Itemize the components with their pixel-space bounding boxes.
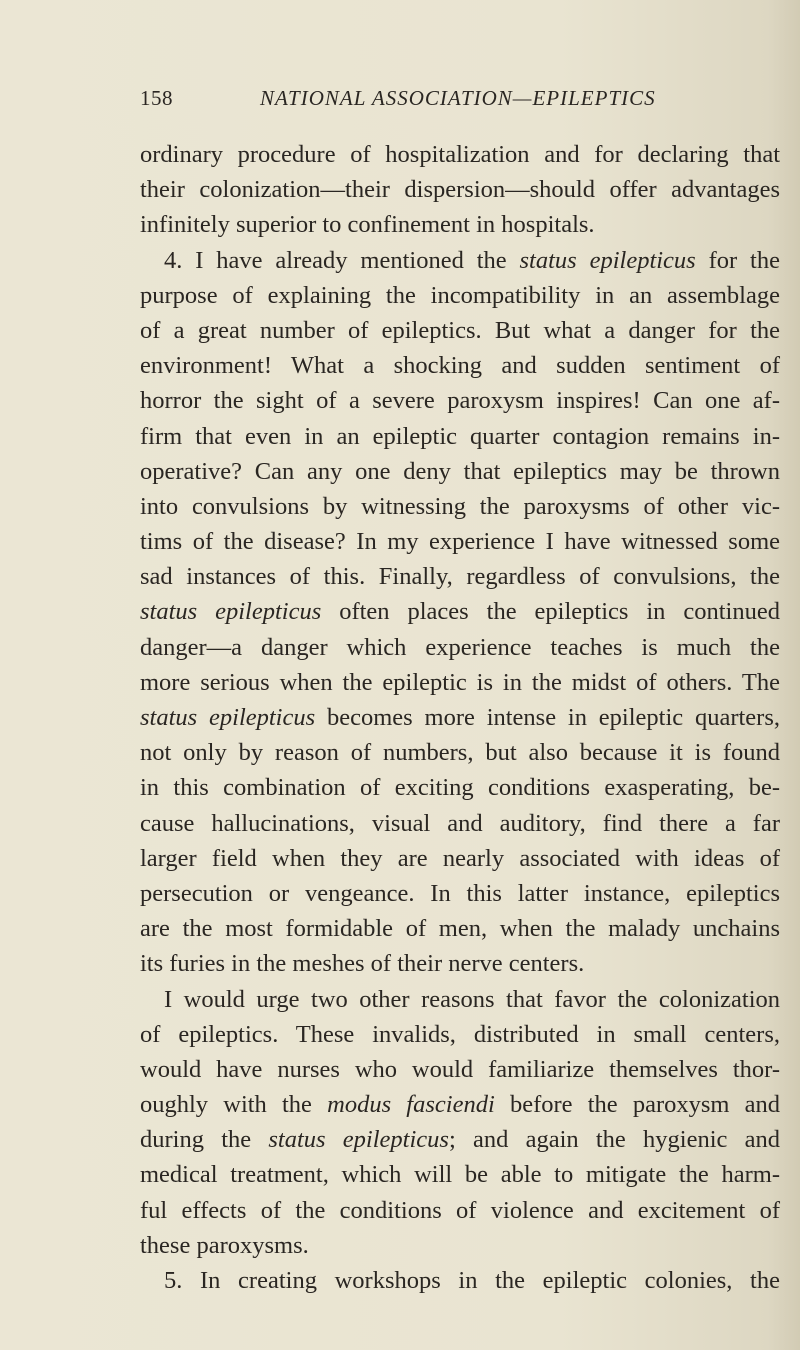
text-line: status epilepticus becomes more intense in epileptic quarters, xyxy=(140,704,781,731)
text-line: 4. I have already mentioned the status epilepticus for the xyxy=(164,246,780,274)
running-title: NATIONAL ASSOCIATION—EPILEPTICS xyxy=(260,86,656,110)
text-line: tims of the disease? In my experience I have witnessed some xyxy=(140,528,780,556)
italic-term: status epilepticus xyxy=(519,246,696,274)
text-line: are the most formidable of men, when the malady unchains xyxy=(140,915,780,943)
text-line: ful effects of the conditions of violence and excitement of xyxy=(140,1196,780,1224)
text-line: infinitely superior to confinement in hospitals. xyxy=(140,211,595,239)
italic-term: status epilepticus xyxy=(140,598,322,626)
text-line: environment! What a shocking and sudden sentiment of xyxy=(140,352,780,380)
text-line: larger field when they are nearly associated with ideas of xyxy=(140,844,780,872)
text-line: ordinary procedure of hospitalization and for declaring that xyxy=(140,141,780,168)
page-header xyxy=(140,86,680,118)
text-line: persecution or vengeance. In this latter instance, epileptics xyxy=(140,879,780,907)
text-line: I would urge two other reasons that favor the colonization xyxy=(164,985,780,1013)
italic-term: modus fasciendi xyxy=(327,1091,495,1119)
text-line: of a great number of epileptics. But what a danger for the xyxy=(140,316,780,344)
text-line: sad instances of this. Finally, regardless of convulsions, the xyxy=(140,563,780,591)
text-line: these paroxysms. xyxy=(140,1231,309,1259)
text-line: horror the sight of a severe paroxysm inspires! Can one af- xyxy=(140,387,780,415)
text-line: of epileptics. These invalids, distributed in small centers, xyxy=(140,1020,780,1048)
text-line: oughly with the modus fasciendi before the paroxysm and xyxy=(140,1091,781,1119)
text-line: would have nurses who would familiarize themselves thor- xyxy=(140,1055,780,1083)
italic-term: status epilepticus xyxy=(268,1126,449,1154)
text-line: their colonization—their dispersion—should offer advantages xyxy=(140,176,780,204)
text-line: purpose of explaining the incompatibility in an assemblage xyxy=(140,281,780,309)
text-line: firm that even in an epileptic quarter contagion remains in- xyxy=(140,422,780,450)
text-line: not only by reason of numbers, but also because it is found xyxy=(140,739,780,767)
text-line: into convulsions by witnessing the paroxysms of other vic- xyxy=(140,492,780,520)
text-line: 5. In creating workshops in the epileptic colonies, the xyxy=(164,1267,780,1294)
text-line: medical treatment, which will be able to mitigate the harm- xyxy=(140,1161,780,1189)
text-line: danger—a danger which experience teaches is much the xyxy=(140,633,780,661)
text-line: status epilepticus often places the epileptics in continued xyxy=(140,598,780,626)
text-line: more serious when the epileptic is in the midst of others. The xyxy=(140,668,780,696)
text-line: during the status epilepticus; and again the hygienic and xyxy=(140,1126,781,1154)
body-text xyxy=(140,137,780,1298)
text-line: its furies in the meshes of their nerve centers. xyxy=(140,950,585,978)
text-line: cause hallucinations, visual and auditory, find there a far xyxy=(140,809,780,837)
text-line: operative? Can any one deny that epileptics may be thrown xyxy=(140,457,780,485)
italic-term: status epilepticus xyxy=(140,704,316,731)
page-number: 158 xyxy=(140,86,173,110)
text-line: in this combination of exciting conditions exasperating, be- xyxy=(140,774,780,802)
